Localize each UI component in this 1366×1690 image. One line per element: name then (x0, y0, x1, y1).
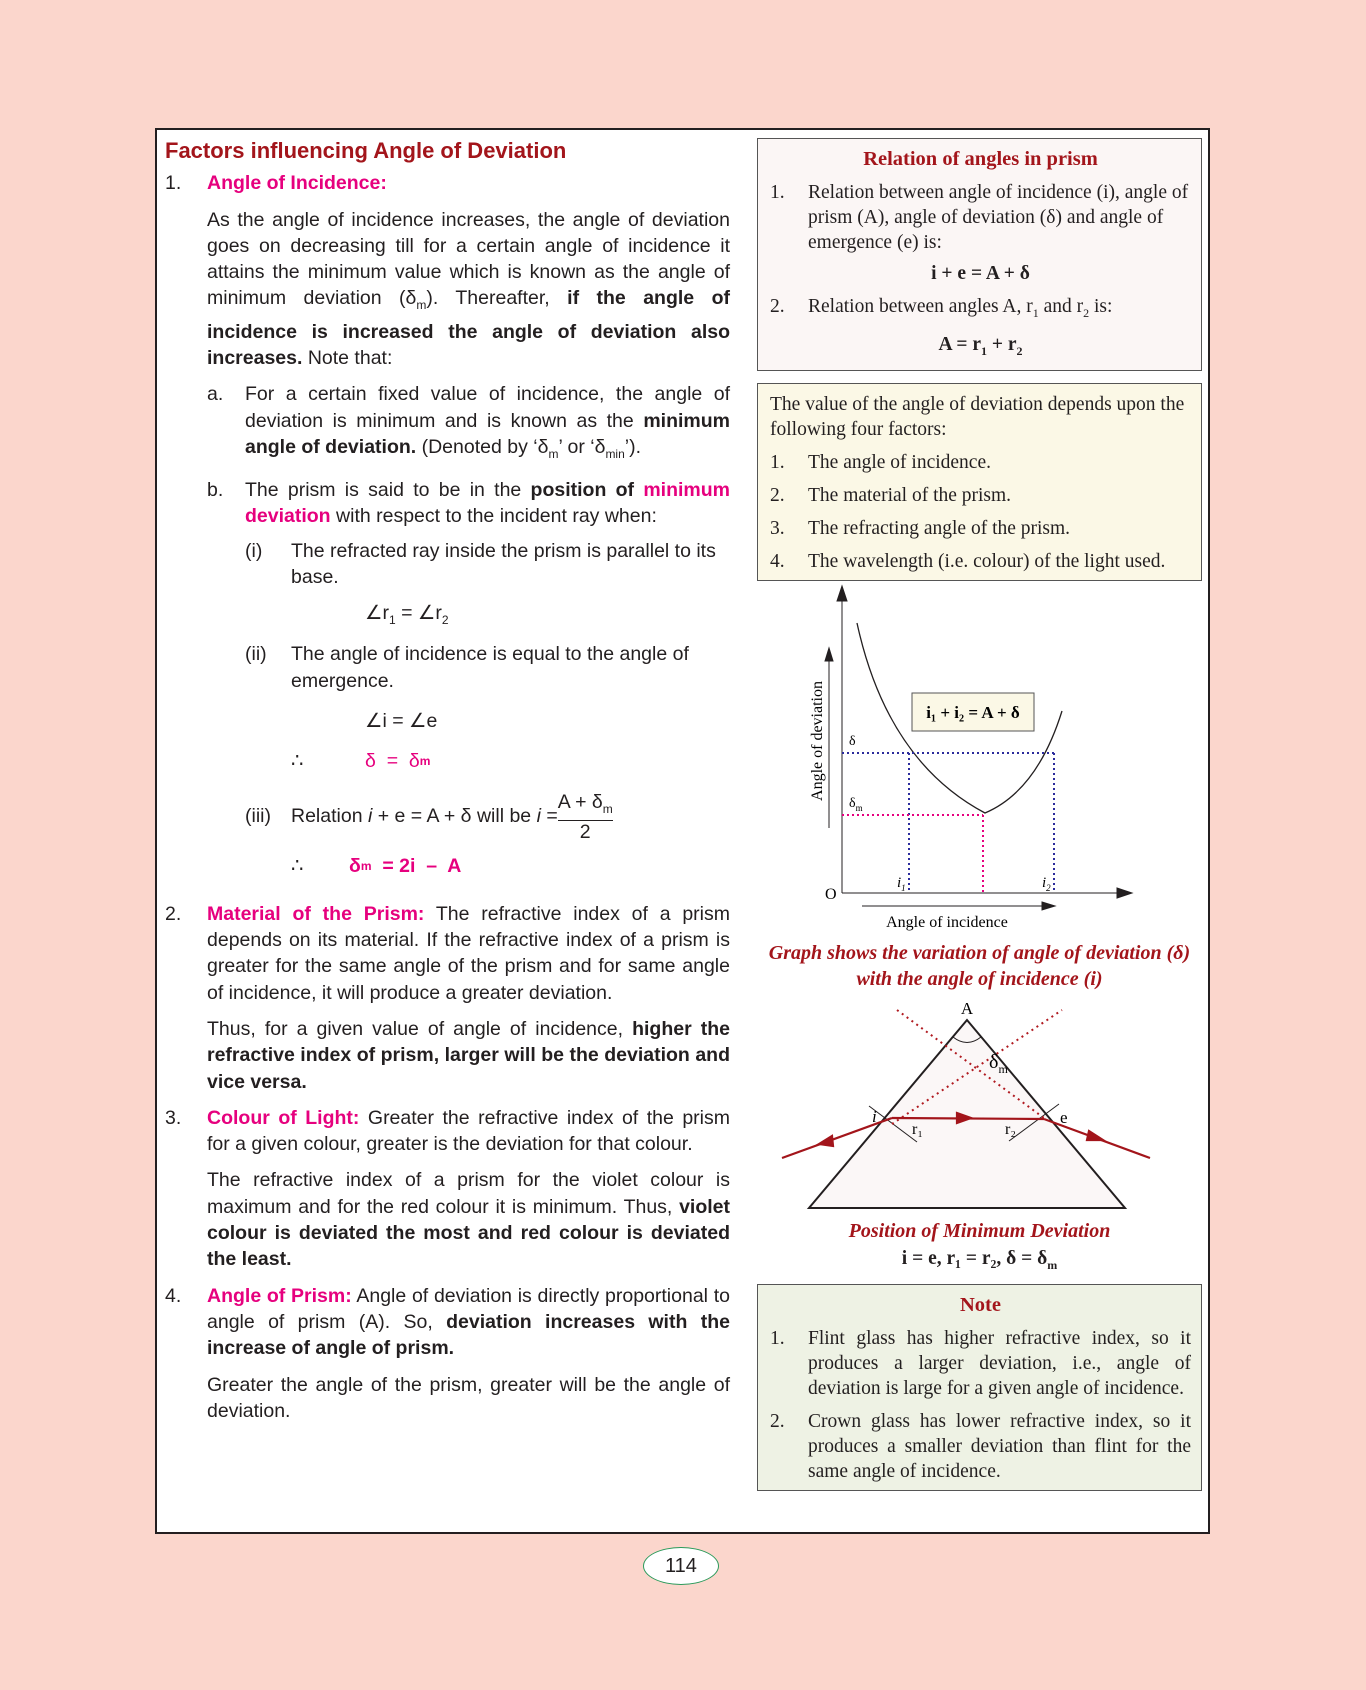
graph-formula: i₁ + i₂ = A + δ (926, 702, 1020, 722)
factor-3: 3. Colour of Light: Greater the refractive index of the prism for a given colour, greater is the deviation for that colour. The refractive index of a prism for the violet colour is maximum and for the red colour it is minimum. Thus, violet colour is deviated the most and red colour is deviated the least. (165, 1106, 731, 1271)
prism-diagram (757, 996, 1202, 1218)
left-column (165, 138, 730, 1424)
section-title: Factors influencing Angle of Deviation (165, 138, 567, 163)
incidence-label: i (872, 1106, 877, 1126)
list-item: 4. The wavelength (i.e. colour) of the light used. (770, 550, 1166, 572)
page-frame (155, 128, 1210, 1534)
origin-label: O (825, 885, 837, 903)
condition-i: (i) The refracted ray inside the prism is parallel to its base. (245, 539, 716, 588)
prism-relation: i = e, r₁ = r₂, $\delta = \delta_m$ (901, 1247, 1058, 1272)
equation: $\angle r_1$ = $\angle r_2$ (365, 602, 449, 628)
factors-box: The value of the angle of deviation depends upon the following four factors: 1. The angle of incidence. 2. The material of the prism. 3. The refracting angle of the prism. 4. The wavelength (i.e. colour) of the light used. (757, 383, 1202, 581)
item-number: 1. (165, 172, 182, 195)
equation: i + e = A + δ (931, 263, 1030, 284)
prism-caption: Position of Minimum Deviation (848, 1219, 1111, 1242)
deviation-graph (757, 581, 1202, 936)
r1-label: r₁ (912, 1120, 923, 1138)
box-title: Note (960, 1293, 1001, 1316)
equation-result: ∴ δ m = 2i – A (291, 854, 462, 877)
delta-m-label: $\delta_m$ (849, 795, 863, 813)
note-box (757, 1284, 1202, 1491)
list-item: 1. Flint glass has higher refractive index, so it produces a larger deviation, i.e., angle of deviation is large for a given angle of incidence. (770, 1327, 1191, 1399)
i2-label: $i_2$ (1042, 874, 1051, 893)
factor-1 (165, 170, 730, 879)
paragraph: As the angle of incidence increases, the angle of deviation goes on decreasing till for a certain angle of incidence it attains the minimum value which is known as the angle of minimum deviation $(\delta_m)$. Thereafter, if the angle of incidence is increased the angle of deviation also increases. Note that: (207, 208, 730, 369)
sub-item-a: a. For a certain fixed value of incidence, the angle of deviation is minimum and is known as the minimum angle of deviation. (Denoted by ‘$\delta_m$’ or ‘$\delta_{min}$’). (207, 383, 730, 461)
fraction: $\frac{A + \delta_m}{2}$ (557, 790, 613, 843)
list-item: 2. The material of the prism. (770, 484, 1012, 506)
condition-iii: (iii) Relation i + e = A + δ will be i = $\frac{A + \delta_m}{2}$ (245, 790, 613, 843)
factor-2: 2. Material of the Prism: The refractive index of a prism depends on its material. If the refractive index of a prism is greater for the same angle of the prism and for same angle of incidence, it will produce a greater deviation. Thus, for a given value of angle of incidence, higher the refractive index of prism, larger will be the deviation and vice versa. (165, 902, 730, 1093)
list-item: 1. The angle of incidence. (770, 451, 991, 473)
equation: $A = r_1 + r_2$ (938, 333, 1023, 358)
prism (809, 1020, 1125, 1208)
list-item: 2. Crown glass has lower refractive index, so it produces a smaller deviation than flint for the same angle of incidence. (770, 1410, 1191, 1482)
delta-m-label: $\delta_m$ (989, 1050, 1008, 1076)
list-item: 3. The refracting angle of the prism. (770, 517, 1071, 539)
factor-heading: Angle of Incidence: (207, 172, 387, 195)
box-title: Relation of angles in prism (863, 148, 1098, 170)
y-axis-label: Angle of deviation (809, 680, 826, 801)
apex-label: A (960, 998, 974, 1018)
equation: ∠i = ∠e (365, 710, 438, 733)
sub-item-b: b. The prism is said to be in the position of minimum deviation with respect to the incident ray when: (i) The refracted ray inside the prism is parallel to its base. $\angle r_1$ = $\angle r_2$ (ii) The angle of incidence is equal to the angle of emergence. ∠i = ∠e ∴ δ = δ m (iii) Relation i + e = A + δ will be i = $\frac{A + \delta_m}{2}$ ∴ δ m = 2i – A (207, 477, 730, 879)
emergence-label: e (1060, 1107, 1068, 1127)
right-column (757, 138, 1202, 1491)
graph-caption: Graph shows the variation of angle of deviation (δ) with the angle of incidence (i) (768, 941, 1191, 990)
r2-label: r₂ (1005, 1120, 1016, 1138)
relation-box: Relation of angles in prism 1. Relation between angle of incidence (i), angle of prism (A), angle of deviation (δ) and angle of emergence (e) is: i + e = A + δ 2. Relation between angles A, $r_1$ and $r_2$ is: $A = r_1 + r_2$ (757, 138, 1202, 371)
equation-result: ∴ δ = δ m (291, 750, 431, 773)
page-number: 114 (643, 1547, 719, 1585)
i1-label: $i_1$ (897, 874, 906, 893)
factor-4: 4. Angle of Prism: Angle of deviation is directly proportional to angle of prism (A). So, deviation increases with the increase of angle of prism. Greater the angle of the prism, greater will be the angle of deviation. (165, 1284, 730, 1422)
x-axis-label: Angle of incidence (886, 913, 1008, 931)
condition-ii: (ii) The angle of incidence is equal to the angle of emergence. (245, 643, 689, 692)
delta-label: δ (849, 733, 856, 749)
